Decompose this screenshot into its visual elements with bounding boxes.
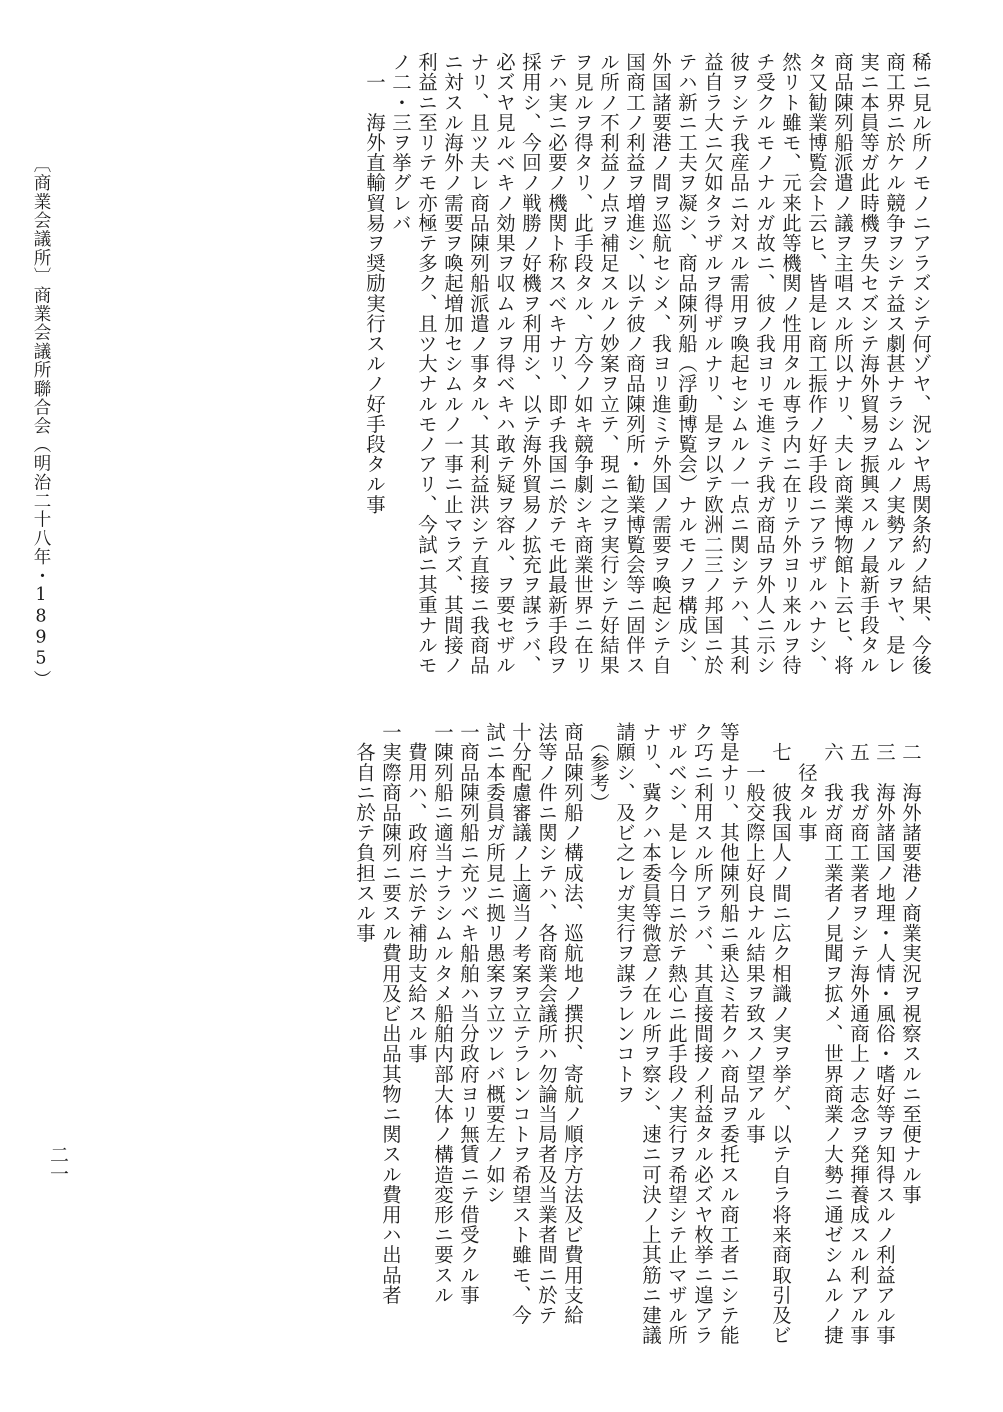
text-column: テハ新ニ工夫ヲ凝シ、商品陳列船（浮動博覧会）ナルモノヲ構成シ、 [675, 52, 698, 676]
text-column: 彼ヲシテ我産品ニ対スル需用ヲ喚起セシムルノ一点ニ関シテハ、其利 [727, 52, 750, 676]
page-number: 二一 [47, 1145, 69, 1183]
text-column: 採用シ、今回ノ戦勝ノ好機ヲ利用シ、以テ海外貿易ノ拡充ヲ謀ラバ、 [519, 52, 542, 676]
text-column: ザルベシ、是レ今日ニ於テ熱心ニ此手段ノ実行ヲ希望シテ止マザル所 [665, 722, 688, 1346]
text-column: 外国諸要港ノ間ヲ巡航セシメ、我ヨリ進ミテ外国ノ需要ヲ喚起シテ自 [649, 52, 672, 676]
text-column: 一商品陳列船ニ充ツベキ船舶ハ当分政府ヨリ無賃ニテ借受クル事 [457, 722, 480, 1305]
text-column: 費用ハ、政府ニ於テ補助支給スル事 [405, 722, 428, 1064]
text-column: 一実際商品陳列ニ要スル費用及ビ出品其物ニ関スル費用ハ出品者 [379, 722, 402, 1305]
text-column: 一 海外直輸貿易ヲ奨励実行スルノ好手段タル事 [363, 52, 386, 515]
text-column: 商工界ニ於ケル競争ヲシテ益ス劇甚ナラシムルノ実勢アルヲヤ、是レ [883, 52, 906, 676]
running-header [30, 155, 52, 689]
section-label: 〔商業会議所〕 [31, 155, 51, 286]
text-column: チ受クルモノナルガ故ニ、彼ノ我ヨリモ進ミテ我ガ商品ヲ外人ニ示シ [753, 52, 776, 676]
text-column: 一般交際上好良ナル結果ヲ致スノ望アル事 [743, 722, 766, 1145]
text-column: テハ実ニ必要ノ機関ト称スベキナリ、即チ我国ニ於テモ此最新手段ヲ [545, 52, 568, 676]
text-column: 等是ナリ、其他陳列船ニ乗込ミ若クハ商品ヲ委托スル商工者ニシテ能 [717, 722, 740, 1346]
text-column: 必ズヤ見ルベキノ効果ヲ収ムルヲ得ベキハ敢テ疑ヲ容ル、ヲ要セザル [493, 52, 516, 676]
text-column: 試ニ本委員ガ所見ニ拠リ愚案ヲ立ツレバ概要左ノ如シ [483, 722, 506, 1205]
text-column: 実ニ本員等ガ此時機ヲ失セズシテ海外貿易ヲ振興スルノ最新手段タル [857, 52, 880, 676]
organization-name: 商業会議所聯合会 [31, 285, 51, 436]
lower-text-block [351, 722, 923, 1346]
text-column: ル所ノ不利益ノ点ヲ補足スルノ妙案ヲ立テ、現ニ之ヲ実行シテ好結果 [597, 52, 620, 676]
text-column: 請願シ、及ビ之レガ実行ヲ謀ラレンコトヲ [613, 722, 636, 1104]
upper-text-block [361, 52, 933, 676]
text-column: 商品陳列船ノ構成法、巡航地ノ撰択、寄航ノ順序方法及ビ費用支給 [561, 722, 584, 1325]
text-column: ヲ見ルヲ得タリ、此手段タル、方今ノ如キ競争劇シキ商業世界ニ在リ [571, 52, 594, 676]
reference-heading: （参考） [587, 722, 610, 813]
text-column: ノ二・三ヲ挙グレバ [389, 52, 412, 233]
text-column: ナリ、且ツ夫レ商品陳列船派遣ノ事タル、其利益洪シテ直接ニ我商品 [467, 52, 490, 676]
text-column: 六 我ガ商工業者ノ見聞ヲ拡メ、世界商業ノ大勢ニ通ゼシムルノ捷 [821, 722, 844, 1346]
text-column: 国商工ノ利益ヲ増進シ、以テ彼ノ商品陳列所・勧業博覧会等ニ固伴ス [623, 52, 646, 676]
text-column: 径タル事 [795, 722, 818, 843]
text-column: 五 我ガ商工業者ヲシテ海外通商上ノ志念ヲ発揮養成スル利アル事 [847, 722, 870, 1346]
date-label: （明治二十八年・1895） [31, 435, 51, 689]
text-column: 然リト雖モ、元来此等機関ノ性用タル専ラ内ニ在リテ外ヨリ来ルヲ待 [779, 52, 802, 676]
text-column: ク巧ニ利用スル所アラバ、其直接間接ノ利益タル必ズヤ枚挙ニ遑アラ [691, 722, 714, 1346]
text-column: 二 海外諸要港ノ商業実況ヲ視察スルニ至便ナル事 [899, 722, 922, 1205]
text-column: 利益ニ至リテモ亦極テ多ク、且ツ大ナルモノアリ、今試ニ其重ナルモ [415, 52, 438, 676]
text-column: 三 海外諸国ノ地理・人情・風俗・嗜好等ヲ知得スルノ利益アル事 [873, 722, 896, 1346]
text-column: 一陳列船ニ適当ナラシムルタメ船舶内部大体ノ構造変形ニ要スル [431, 722, 454, 1305]
text-column: 十分配慮審議ノ上適当ノ考案ヲ立テラレンコトヲ希望スト雖モ、今 [509, 722, 532, 1325]
text-column: 益自ラ大ニ欠如タラザルヲ得ザルナリ、是ヲ以テ欧洲二三ノ邦国ニ於 [701, 52, 724, 676]
text-column: ニ対スル海外ノ需要ヲ喚起増加セシムルノ一事ニ止マラズ、其間接ノ [441, 52, 464, 676]
text-column: 法等ノ件ニ関シテハ、各商業会議所ハ勿論当局者及当業者間ニ於テ [535, 722, 558, 1325]
text-column: ナリ、冀クハ本委員等微意ノ在ル所ヲ察シ、速ニ可決ノ上其筋ニ建議 [639, 722, 662, 1346]
text-column: 商品陳列船派遣ノ議ヲ主唱スル所以ナリ、夫レ商業博物館ト云ヒ、将 [831, 52, 854, 676]
text-column: 各自ニ於テ負担スル事 [353, 722, 376, 944]
text-column: 稀ニ見ル所ノモノニアラズシテ何ゾヤ、況ンヤ馬関条約ノ結果、今後 [909, 52, 932, 676]
text-column: タ又勧業博覧会ト云ヒ、皆是レ商工振作ノ好手段ニアラザルハナシ、 [805, 52, 828, 676]
text-column: 七 彼我国人ノ間ニ広ク相識ノ実ヲ挙ゲ、以テ自ラ将来商取引及ビ [769, 722, 792, 1346]
